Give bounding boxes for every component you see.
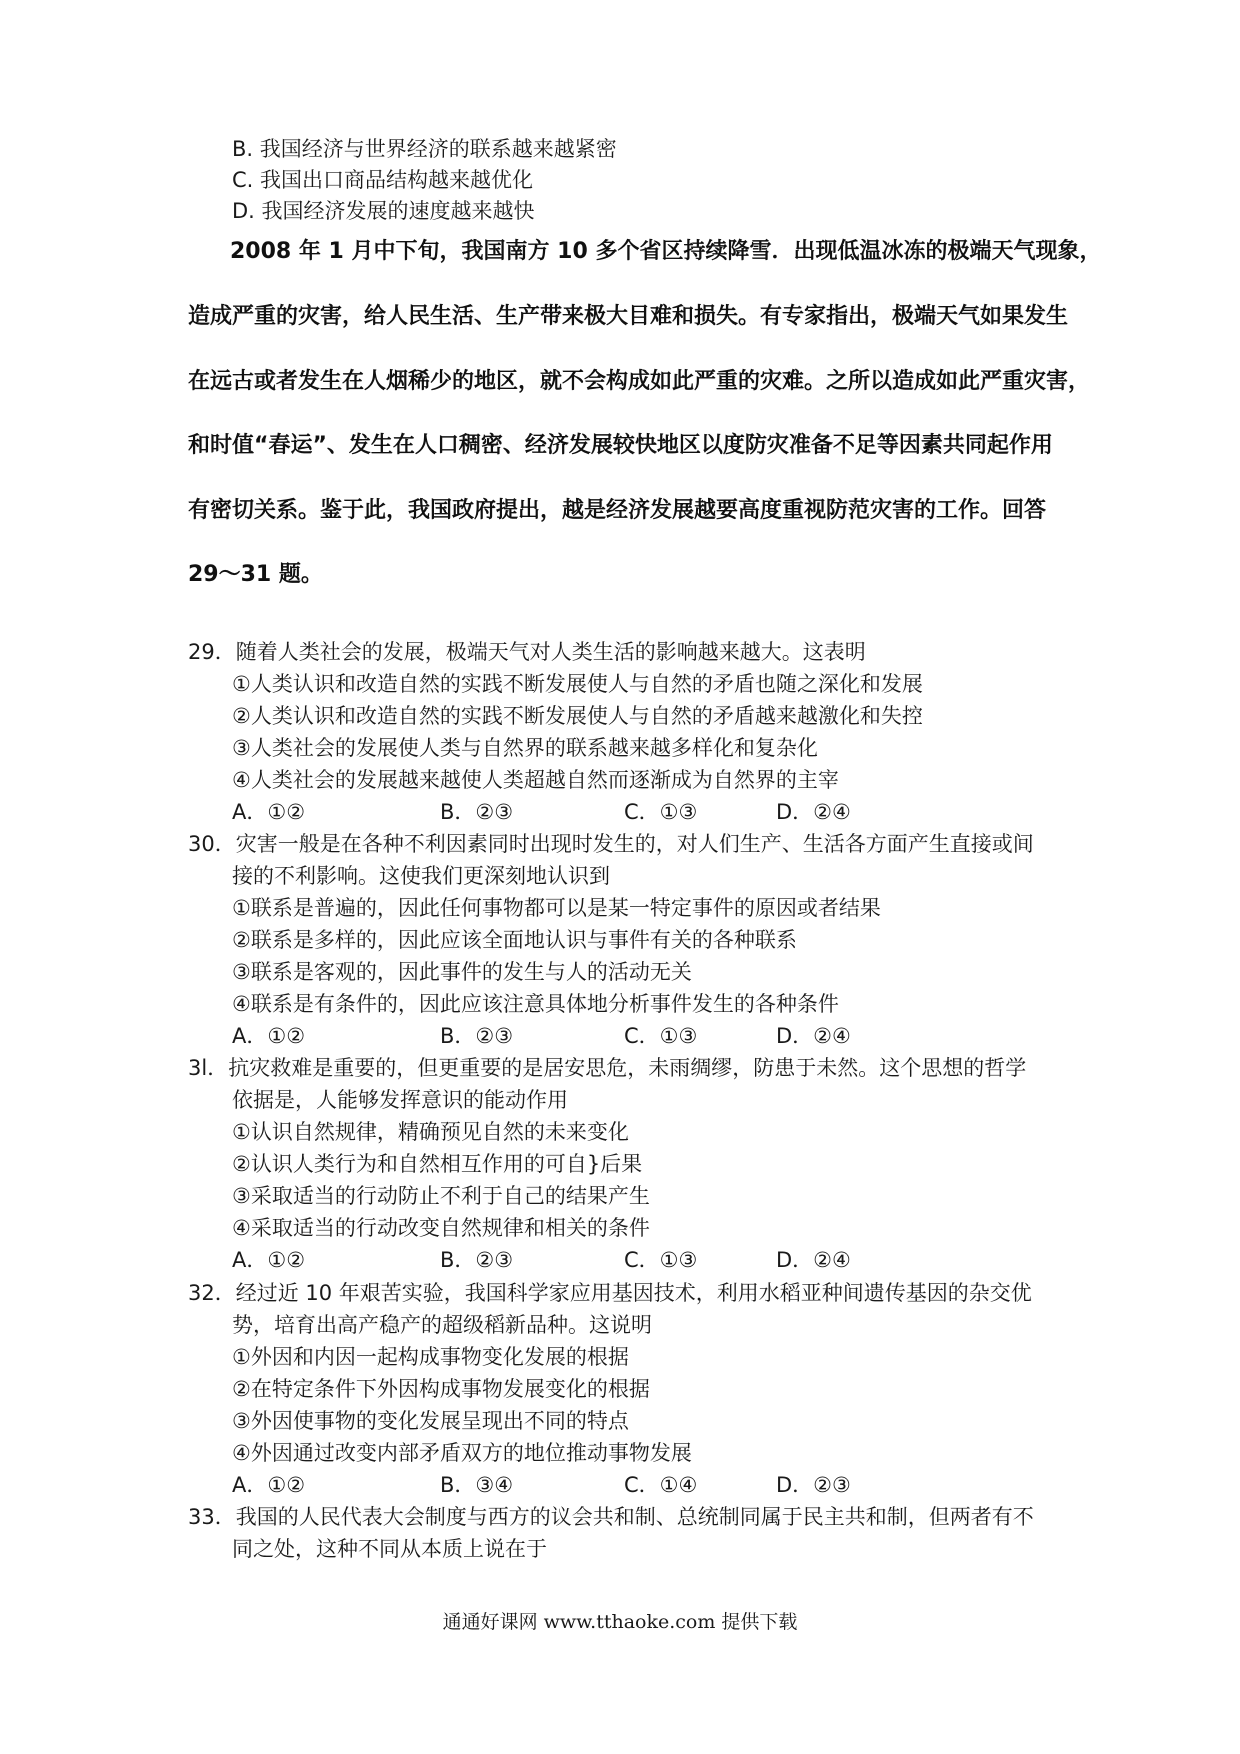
- question-31-item: ①认识自然规律，精确预见自然的未来变化: [232, 1120, 629, 1144]
- answer-a: A．①②: [232, 800, 306, 824]
- passage-line: 在远古或者发生在人烟稀少的地区，就不会构成如此严重的灾难。之所以造成如此严重灾害，: [188, 369, 1091, 394]
- passage-line: 和时值“春运”、发生在人口稠密、经济发展较快地区以度防灾准备不足等因素共同起作用: [188, 433, 1053, 458]
- question-31-answers: [232, 1246, 932, 1274]
- answer-c: C．①④: [624, 1473, 698, 1497]
- question-29-stem: 29．随着人类社会的发展，极端天气对人类生活的影响越来越大。这表明: [188, 640, 866, 664]
- answer-c: C．①③: [624, 800, 698, 824]
- question-30-item: ②联系是多样的，因此应该全面地认识与事件有关的各种联系: [232, 928, 797, 952]
- answer-d: D．②④: [776, 1248, 851, 1272]
- question-30-item: ③联系是客观的，因此事件的发生与人的活动无关: [232, 960, 692, 984]
- question-30-item: ④联系是有条件的，因此应该注意具体地分析事件发生的各种条件: [232, 992, 839, 1016]
- answer-a: A．①②: [232, 1473, 306, 1497]
- question-30-item: ①联系是普遍的，因此任何事物都可以是某一特定事件的原因或者结果: [232, 896, 881, 920]
- question-33-stem: 同之处，这种不同从本质上说在于: [232, 1537, 547, 1561]
- question-30-answers: [232, 1022, 932, 1050]
- option-d: D. 我国经济发展的速度越来越快: [232, 199, 535, 223]
- question-31-item: ③采取适当的行动防止不利于自己的结果产生: [232, 1184, 650, 1208]
- answer-b: B．②③: [440, 1024, 514, 1048]
- answer-c: C．①③: [624, 1248, 698, 1272]
- question-31-stem: 依据是，人能够发挥意识的能动作用: [232, 1088, 568, 1112]
- question-30-stem: 30．灾害一般是在各种不利因素同时出现时发生的，对人们生产、生活各方面产生直接或间: [188, 832, 1034, 856]
- page-footer: 通通好课网 www.tthaoke.com 提供下载: [442, 1611, 798, 1633]
- question-29-answers: [232, 798, 932, 826]
- passage-line: 有密切关系。鉴于此，我国政府提出，越是经济发展越要高度重视防范灾害的工作。回答: [188, 498, 1047, 523]
- passage-line: 造成严重的灾害，给人民生活、生产带来极大目难和损失。有专家指出，极端天气如果发生: [188, 304, 1069, 329]
- answer-b: B．②③: [440, 800, 514, 824]
- passage-line: 2008 年 1 月中下旬，我国南方 10 多个省区持续降雪．出现低温冰冻的极端天气现象，: [230, 239, 1102, 264]
- answer-b: B．②③: [440, 1248, 514, 1272]
- answer-c: C．①③: [624, 1024, 698, 1048]
- answer-a: A．①②: [232, 1024, 306, 1048]
- question-29-item: ①人类认识和改造自然的实践不断发展使人与自然的矛盾也随之深化和发展: [232, 672, 923, 696]
- answer-d: D．②④: [776, 1024, 851, 1048]
- question-32-item: ①外因和内因一起构成事物变化发展的根据: [232, 1345, 629, 1369]
- question-33-stem: 33．我国的人民代表大会制度与西方的议会共和制、总统制同属于民主共和制，但两者有不: [188, 1505, 1034, 1529]
- question-32-item: ④外因通过改变内部矛盾双方的地位推动事物发展: [232, 1441, 692, 1465]
- passage-line: 29～31 题。: [188, 562, 323, 587]
- question-31-item: ④采取适当的行动改变自然规律和相关的条件: [232, 1216, 650, 1240]
- question-29-item: ②人类认识和改造自然的实践不断发展使人与自然的矛盾越来越激化和失控: [232, 704, 923, 728]
- answer-d: D．②③: [776, 1473, 851, 1497]
- answer-a: A．①②: [232, 1248, 306, 1272]
- question-32-item: ③外因使事物的变化发展呈现出不同的特点: [232, 1409, 629, 1433]
- question-31-stem: 3l．抗灾救难是重要的，但更重要的是居安思危，未雨绸缪，防患于未然。这个思想的哲学: [188, 1056, 1027, 1080]
- question-29-item: ④人类社会的发展越来越使人类超越自然而逐渐成为自然界的主宰: [232, 768, 839, 792]
- question-29-item: ③人类社会的发展使人类与自然界的联系越来越多样化和复杂化: [232, 736, 818, 760]
- option-c: C. 我国出口商品结构越来越优化: [232, 168, 534, 192]
- question-31-item: ②认识人类行为和自然相互作用的可自}后果: [232, 1152, 643, 1176]
- answer-b: B．③④: [440, 1473, 514, 1497]
- question-30-stem: 接的不利影响。这使我们更深刻地认识到: [232, 864, 610, 888]
- question-32-stem: 势，培育出高产稳产的超级稻新品种。这说明: [232, 1313, 652, 1337]
- question-32-stem: 32．经过近 10 年艰苦实验，我国科学家应用基因技术，利用水稻亚种间遗传基因的杂交优: [188, 1281, 1032, 1305]
- answer-d: D．②④: [776, 800, 851, 824]
- option-b: B. 我国经济与世界经济的联系越来越紧密: [232, 137, 617, 161]
- question-32-item: ②在特定条件下外因构成事物发展变化的根据: [232, 1377, 650, 1401]
- question-32-answers: [232, 1471, 932, 1499]
